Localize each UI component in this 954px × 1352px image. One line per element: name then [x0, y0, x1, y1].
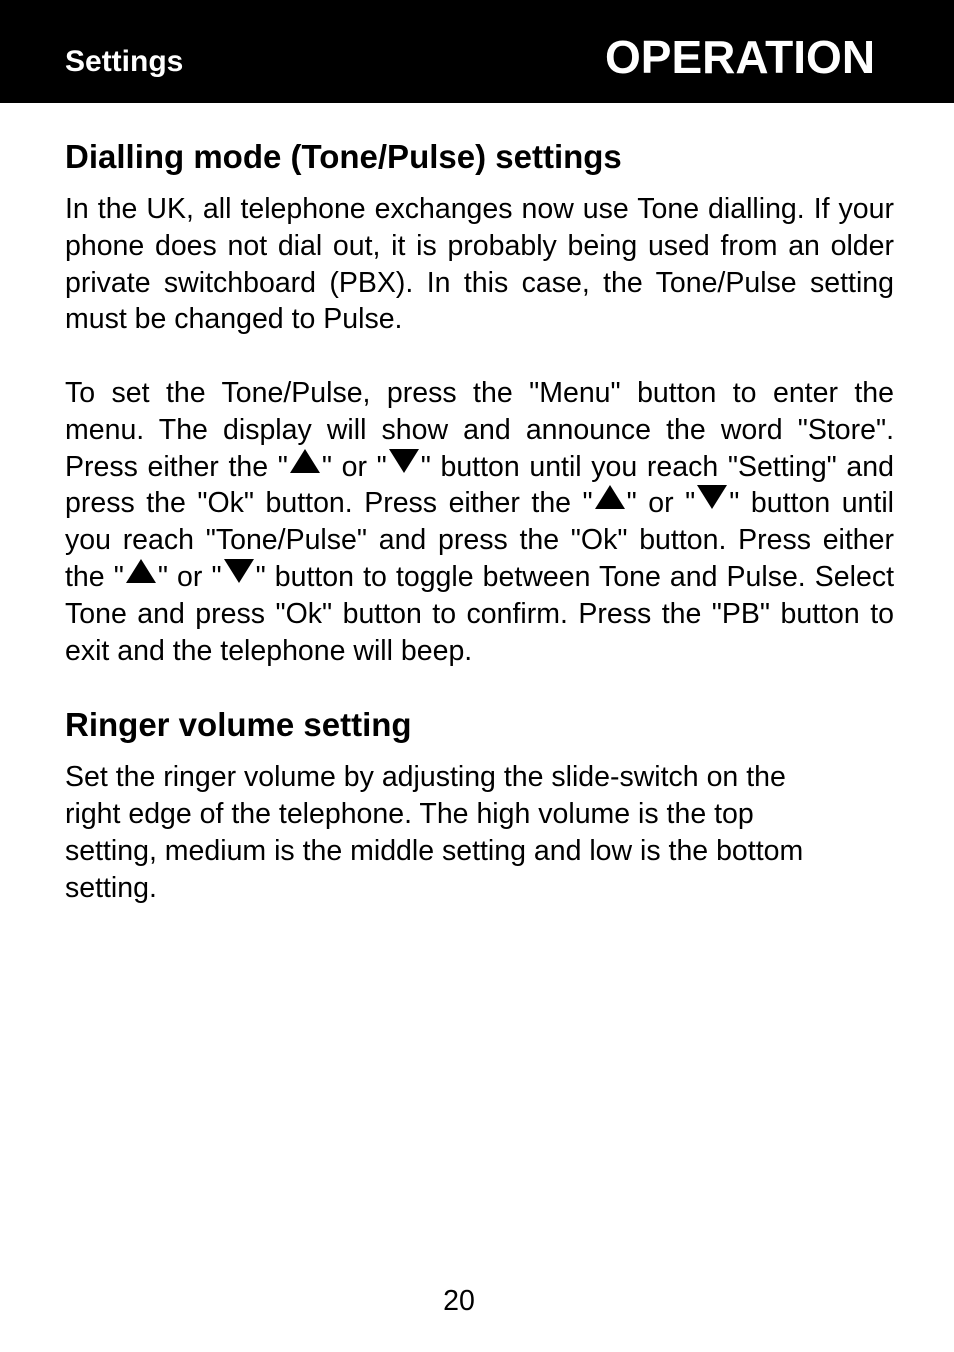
- ringer-volume-heading: Ringer volume setting: [65, 706, 412, 744]
- ringer-line: Set the ringer volume by adjusting the slide-switch on the: [65, 761, 786, 794]
- ringer-line: setting, medium is the middle setting and low is the bottom: [65, 834, 804, 867]
- instruction-text: To set the Tone/Pulse, press the "Menu" button to enter the menu. The display will show and announce the word "Store". Press either the ": [65, 376, 894, 483]
- down-triangle-icon: [389, 449, 419, 473]
- down-triangle-icon: [697, 485, 727, 509]
- dialling-intro-paragraph: In the UK, all telephone exchanges now use Tone dialling. If your phone does not dial out, it is probably being used from an older private switchboard (PBX). In this case, the Tone/Pulse setting must be changed to Pulse.: [65, 193, 894, 336]
- instruction-text: " button until you reach "Setting" and press the "Ok" button. Press either the ": [65, 450, 894, 520]
- up-triangle-icon: [595, 485, 625, 509]
- paragraph-spacer: [65, 338, 894, 375]
- instruction-text: " or ": [626, 487, 696, 520]
- chapter-title: OPERATION: [605, 31, 876, 83]
- instruction-text: " button until you reach "Tone/Pulse" and press the "Ok" button. Press either the ": [65, 487, 894, 593]
- dialling-instructions-paragraph: [65, 375, 894, 669]
- page-number: 20: [443, 1285, 475, 1317]
- up-triangle-icon: [126, 559, 156, 583]
- instruction-text: " button to toggle between Tone and Pulse. Select Tone and press "Ok" button to confirm. Press the "PB" button to exit and the telephone will beep.: [65, 560, 895, 667]
- down-triangle-icon: [224, 559, 254, 583]
- page-content: [65, 135, 894, 907]
- ringer-line: setting.: [65, 871, 157, 904]
- section-spacer: [65, 669, 894, 703]
- dialling-mode-heading: Dialling mode (Tone/Pulse) settings: [65, 138, 622, 175]
- section-label: Settings: [65, 45, 184, 78]
- ringer-volume-paragraph: [65, 759, 894, 906]
- header-bar: [0, 0, 954, 103]
- up-triangle-icon: [290, 449, 320, 473]
- instruction-text: " or ": [157, 560, 222, 593]
- ringer-line: right edge of the telephone. The high volume is the top: [65, 798, 754, 831]
- instruction-text: " or ": [321, 450, 387, 483]
